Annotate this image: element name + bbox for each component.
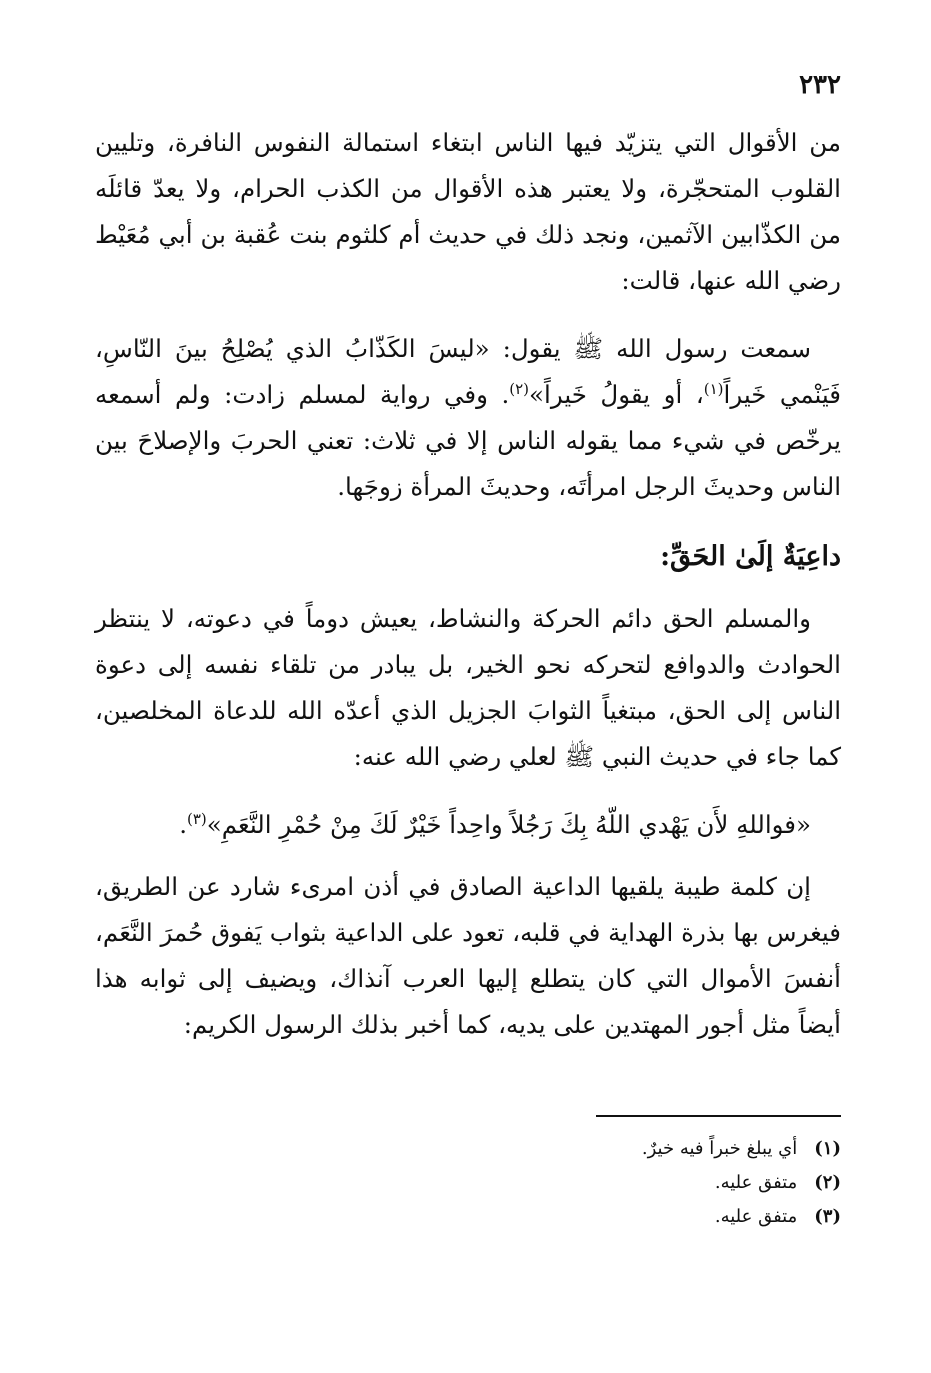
paragraph-hadith-kulthum-part-b: ، أو يقولُ خَيراً» (529, 380, 704, 409)
section-heading: داعِيَةٌ إلَىٰ الحَقِّ: (660, 541, 841, 572)
paragraph-good-word: إن كلمة طيبة يلقيها الداعية الصادق في أذن امرىء شارد عن الطريق، فيغرس بها بذرة الهداية في قلبه، تعود على الداعية بثواب يَفوق حُمرَ النَّعَم، أنفسَ الأموال التي كان يتطلع إليها العرب آنذاك، ويضيف إلى ثوابه هذا أيضاً مثل أجور المهتدين على يديه، كما أخبر بذلك الرسول الكريم: (95, 872, 841, 1039)
hadith-quote-end: . (179, 810, 187, 839)
footnote-3 (95, 1200, 841, 1234)
footnote-2 (95, 1166, 841, 1200)
hadith-quote (95, 802, 841, 848)
paragraph-hadith-kulthum (95, 326, 841, 510)
footnotes (95, 1132, 841, 1234)
footnote-1-text: أي يبلغ خبراً فيه خيرٌ. (641, 1138, 798, 1159)
footnote-1-number: (١) (814, 1138, 841, 1159)
paragraph-hadith-kulthum-part-a: سمعت رسول الله ﷺ يقول: «ليسَ الكَذّابُ الذي يُصْلِحُ بينَ النّاسِ، فَيَنْمي خَيراً (95, 334, 842, 409)
footnote-2-number: (٢) (814, 1172, 841, 1193)
page-number: ٢٣٢ (799, 70, 841, 100)
hadith-quote-text: «فواللهِ لأَن يَهْدي اللّهُ بِكَ رَجُلاً واحِداً خَيْرٌ لَكَ مِنْ حُمْرِ النَّعَمِ» (206, 810, 811, 839)
footnote-1 (95, 1132, 841, 1166)
footnote-2-text: متفق عليه. (714, 1172, 798, 1193)
paragraph-dawah: والمسلم الحق دائم الحركة والنشاط، يعيش دوماً في دعوته، لا ينتظر الحوادث والدوافع لتحركه نحو الخير، بل يبادر من تلقاء نفسه إلى دعوة الناس إلى الحق، مبتغياً الثوابَ الجزيل الذي أعدّه الله للدعاة المخلصين، كما جاء في حديث النبي ﷺ لعلي رضي الله عنه: (95, 604, 841, 771)
footnote-3-text: متفق عليه. (714, 1206, 798, 1227)
footnote-ref-2: (٢) (509, 379, 530, 398)
paragraph-intro: من الأقوال التي يتزيّد فيها الناس ابتغاء استمالة النفوس النافرة، وتليين القلوب المتحجّرة، ولا يعتبر هذه الأقوال من الكذب الحرام، ولا يعدّ قائلَه من الكذّابين الآثمين، ونجد ذلك في حديث أم كلثوم بنت عُقبة بن أبي مُعَيْط رضي الله عنها، قالت: (95, 128, 841, 295)
footnote-ref-1: (١) (703, 379, 724, 398)
paragraph-hadith-kulthum-part-c: . وفي رواية لمسلم زادت: ولم أسمعه يرخّص في شيء مما يقوله الناس إلا في ثلاث: تعني الحربَ والإصلاحَ بين الناس وحديثَ الرجل امرأتَه، وحديثَ المرأة زوجَها. (95, 380, 841, 501)
footnote-ref-3: (٣) (186, 809, 207, 828)
footnote-3-number: (٣) (814, 1206, 841, 1227)
footnote-divider (596, 1115, 841, 1117)
body-text (95, 120, 841, 1070)
